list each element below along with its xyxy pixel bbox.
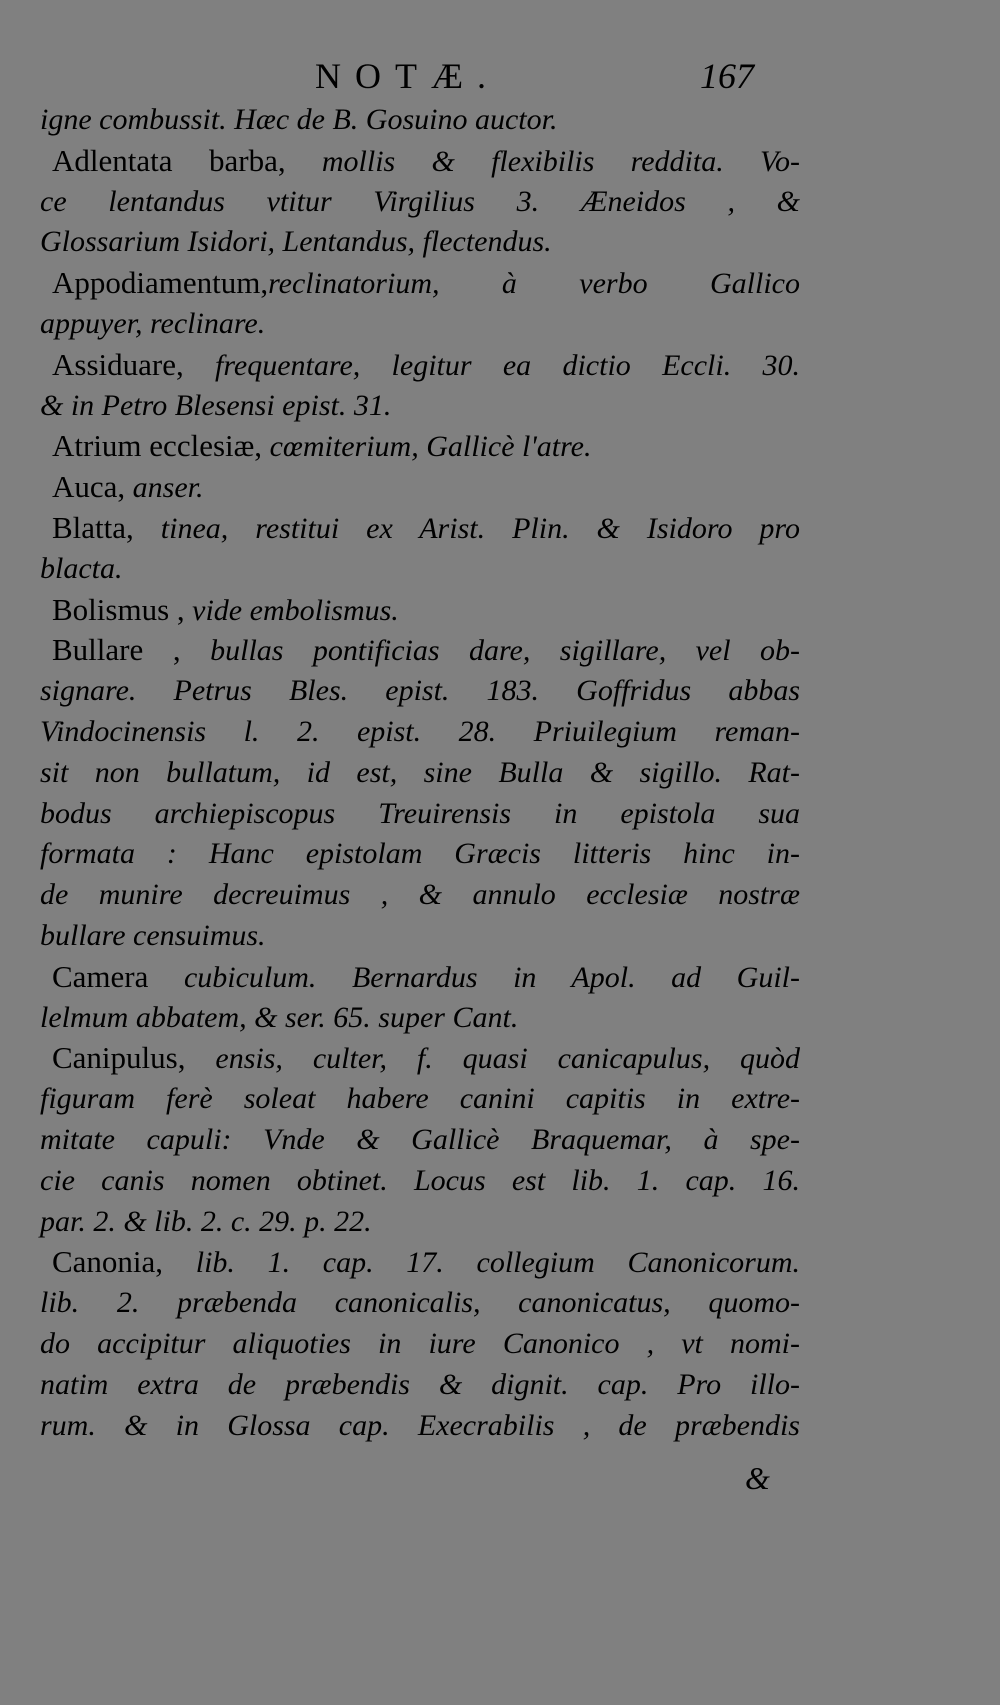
text-line [40,263,800,304]
text-line [40,304,800,345]
text-line [40,100,800,141]
headword: Assiduare, [52,346,184,382]
gloss-text: cœmiterium, Gallicè l'atre. [262,430,592,464]
gloss-text: vide embolismus. [184,593,399,627]
gloss-text: lib. 2. præbenda canonicalis, canonicatus, quomo- [40,1286,800,1320]
text-line [40,345,800,386]
text-line [40,222,800,263]
text-line [40,753,800,794]
page-header [0,55,1000,105]
gloss-text: appuyer, reclinare. [40,306,266,340]
text-line [40,1161,800,1202]
text-line [40,590,800,631]
gloss-text: cie canis nomen obtinet. Locus est lib. 1. cap. 16. [40,1163,800,1197]
headword: Adlentata barba, [52,142,286,178]
catchword: & [745,1460,770,1496]
gloss-text: sit non bullatum, id est, sine Bulla & sigillo. Rat- [40,755,800,789]
page-number: 167 [700,56,754,96]
gloss-text: de munire decreuimus , & annulo ecclesiæ nostræ [40,878,800,912]
text-line [40,794,800,835]
text-line [40,467,800,508]
gloss-text: lelmum abbatem, & ser. 65. super Cant. [40,1000,519,1034]
gloss-text: Vindocinensis l. 2. epist. 28. Priuilegium reman- [40,714,800,748]
text-line [40,875,800,916]
text-line [40,712,800,753]
text-line [40,1242,800,1283]
gloss-text: signare. Petrus Bles. epist. 183. Goffridus abbas [40,674,800,708]
gloss-text: do accipitur aliquoties in iure Canonico , vt nomi- [40,1326,800,1360]
gloss-text: bullas pontificias dare, sigillare, vel ob- [180,634,801,668]
text-line [40,630,800,671]
headword: Camera [52,958,149,994]
gloss-text: tinea, restitui ex Arist. Plin. & Isidoro pro [133,511,800,545]
gloss-text: bullare censuimus. [40,918,266,952]
text-line [40,182,800,223]
text-line [40,141,800,182]
gloss-text: ensis, culter, f. quasi canicapulus, quòd [185,1042,800,1076]
gloss-text: & in Petro Blesensi epist. 31. [40,388,392,422]
text-line [40,1283,800,1324]
gloss-text: frequentare, legitur ea dictio Eccli. 30. [183,348,800,382]
gloss-text: cubiculum. Bernardus in Apol. ad Guil- [148,960,800,994]
gloss-text: ce lentandus vtitur Virgilius 3. Æneidos , & [40,184,800,218]
headword: Canipulus, [52,1040,186,1076]
gloss-text: natim extra de præbendis & dignit. cap. Pro illo- [40,1367,800,1401]
gloss-text: igne combussit. Hæc de B. Gosuino auctor. [40,103,558,136]
gloss-text: Glossarium Isidori, Lentandus, flectendus. [40,225,552,259]
glossary-text [40,100,800,1446]
text-line [40,1406,800,1447]
headword: Bolismus , [52,591,185,627]
gloss-text: par. 2. & lib. 2. c. 29. p. 22. [40,1204,372,1238]
text-line [40,1120,800,1161]
gloss-text: mollis & flexibilis reddita. Vo- [285,144,800,178]
text-line [40,916,800,957]
text-line [40,1324,800,1365]
headword: Appodiamentum, [52,265,269,301]
gloss-text: reclinatorium, à verbo Gallico [268,267,800,301]
headword: Auca, [52,469,126,505]
text-line [40,671,800,712]
gloss-text: anser. [125,471,204,505]
text-line [40,998,800,1039]
headword: Atrium ecclesiæ, [52,428,263,464]
gloss-text: mitate capuli: Vnde & Gallicè Braquemar, à spe- [40,1122,800,1156]
gloss-text: rum. & in Glossa cap. Execrabilis , de præbendis [40,1408,800,1442]
text-line [40,508,800,549]
text-line [40,549,800,590]
gloss-text: figuram ferè soleat habere canini capitis in extre- [40,1082,800,1116]
text-line [40,1038,800,1079]
text-line [40,1365,800,1406]
gloss-text: blacta. [40,551,123,585]
running-head: NOTÆ. [315,56,500,96]
text-line [40,834,800,875]
gloss-text: lib. 1. cap. 17. collegium Canonicorum. [163,1246,800,1280]
text-line [40,386,800,427]
gloss-text: formata : Hanc epistolam Græcis litteris hinc in- [40,837,800,871]
text-line [40,1079,800,1120]
gloss-text: bodus archiepiscopus Treuirensis in epistola sua [40,796,800,830]
headword: Canonia, [52,1244,164,1280]
headword: Bullare , [52,632,181,668]
text-line [40,1202,800,1243]
text-line [40,426,800,467]
headword: Blatta, [52,509,134,545]
text-line [40,957,800,998]
